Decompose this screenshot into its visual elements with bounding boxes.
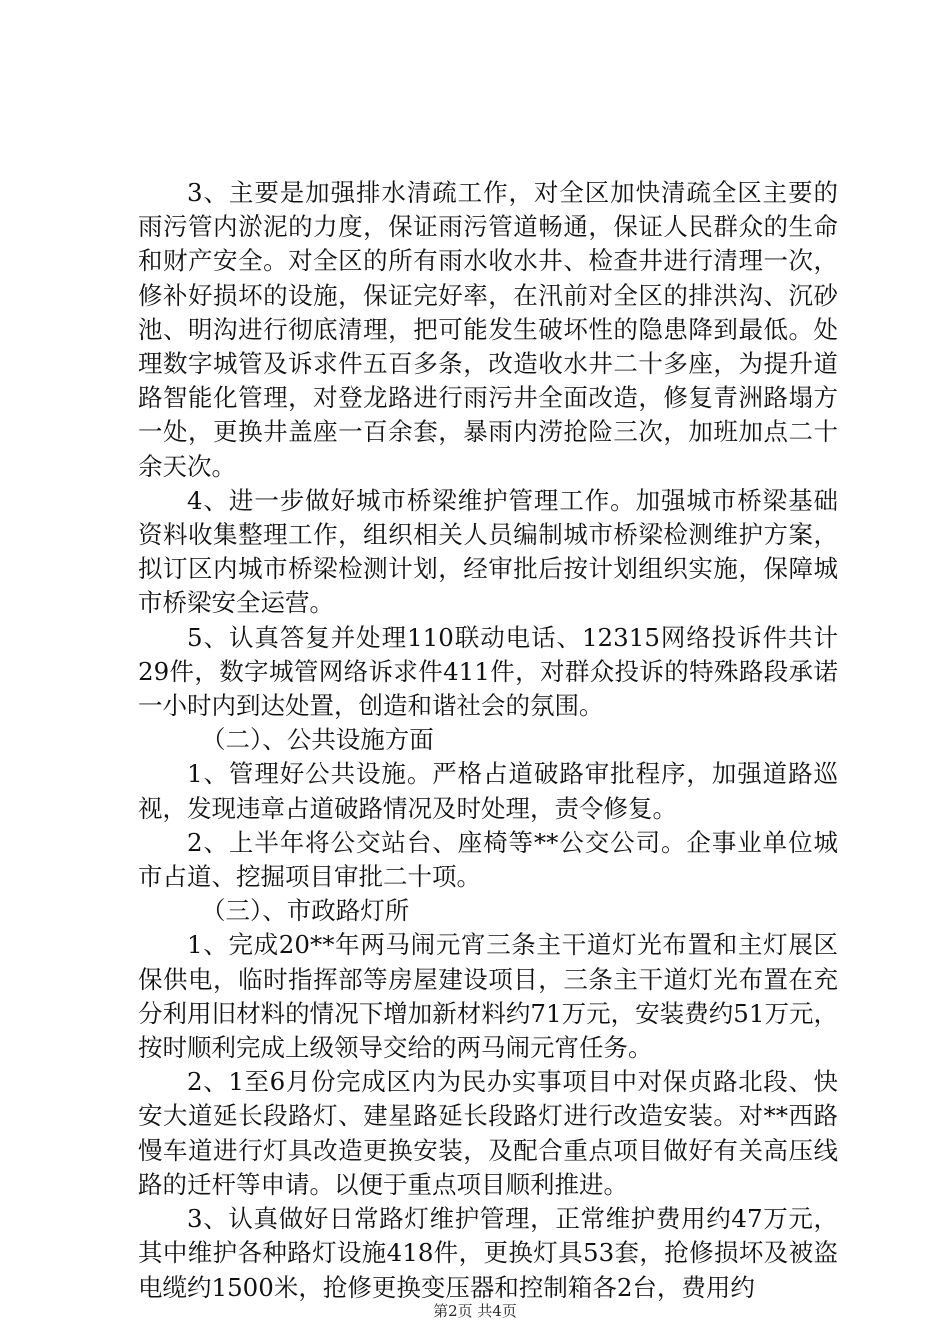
paragraph-lantern-festival: 1、完成20**年两马闹元宵三条主干道灯光布置和主灯展区保供电，临时指挥部等房屋建设项目，三条主干道灯光布置在充分利用旧材料的情况下增加新材料约71万元，安装费约51万元，按时顺利完成上级领导交给的两马闹元宵任务。 — [138, 930, 838, 1063]
paragraph-complaints: 5、认真答复并处理110联动电话、12315网络投诉件共计29件，数字城管网络诉求件411件，对群众投诉的特殊路段承诺一小时内到达处置，创造和谐社会的氛围。 — [138, 622, 838, 721]
paragraph-drainage: 3、主要是加强排水清疏工作，对全区加快清疏全区主要的雨污管内淤泥的力度，保证雨污管道畅通，保证人民群众的生命和财产安全。对全区的所有雨水收水井、检查井进行清理一次，修补好损坏的设施，保证完好率，在汛前对全区的排洪沟、沉砂池、明沟进行彻底清理，把可能发生破坏性的隐患降到最低。处理数字城管及诉求件五百多条，改造收水井二十多座，为提升道路智能化管理，对登龙路进行雨污井全面改造，修复青洲路塌方一处，更换井盖座一百余套，暴雨内涝抢险三次，加班加点二十余天次。 — [138, 178, 838, 481]
section-heading-streetlight-office: （三）、市政路灯所 — [201, 896, 410, 926]
section-heading-public-facilities: （二）、公共设施方面 — [201, 725, 434, 755]
document-body — [138, 176, 838, 1305]
paragraph-street-light-projects: 2、1至6月份完成区内为民办实事项目中对保贞路北段、快安大道延长段路灯、建星路延长段路灯进行改造安装。对**西路慢车道进行灯具改造更换安装，及配合重点项目做好有关高压线路的迁杆等申请。以便于重点项目顺利推进。 — [138, 1067, 838, 1199]
paragraph-manage-facilities: 1、管理好公共设施。严格占道破路审批程序，加强道路巡视，发现违章占道破路情况及时处理，责令修复。 — [138, 759, 838, 823]
paragraph-daily-maintenance: 3、认真做好日常路灯维护管理，正常维护费用约47万元，其中维护各种路灯设施418件，更换灯具53套，抢修损坏及被盗电缆约1500米，抢修更换变压器和控制箱各2台，费用约 — [138, 1204, 838, 1302]
paragraph-bridges: 4、进一步做好城市桥梁维护管理工作。加强城市桥梁基础资料收集整理工作，组织相关人员编制城市桥梁检测维护方案，拟订区内城市桥梁检测计划，经审批后按计划组织实施，保障城市桥梁安全运营。 — [138, 485, 838, 618]
page-footer: 第2页 共4页 — [433, 1302, 517, 1320]
paragraph-bus-stops: 2、上半年将公交站台、座椅等**公交公司。企事业单位城市占道、挖掘项目审批二十项。 — [138, 827, 838, 892]
